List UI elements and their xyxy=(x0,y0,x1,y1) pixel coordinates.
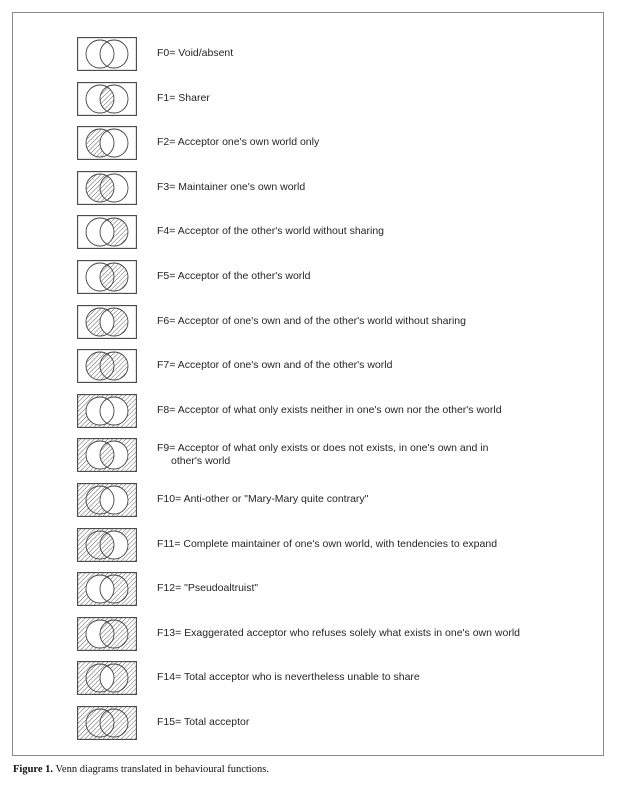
function-label-f13 xyxy=(157,627,577,640)
function-label-line: F11= Complete maintainer of one's own world, with tendencies to expand xyxy=(157,537,498,550)
venn-background-region xyxy=(78,395,136,427)
venn-diagram-f12 xyxy=(77,572,137,606)
function-label-f3 xyxy=(157,181,577,194)
function-label-f1 xyxy=(157,92,577,105)
venn-diagram-f10 xyxy=(77,483,137,517)
venn-diagram-f8 xyxy=(77,394,137,428)
venn-row-f15 xyxy=(77,706,597,742)
function-label-line: F5= Acceptor of the other's world xyxy=(157,270,311,282)
figure-frame xyxy=(12,12,604,756)
function-label-line: F8= Acceptor of what only exists neither in one's own nor the other's world xyxy=(157,403,502,416)
venn-diagram-f3 xyxy=(77,171,137,205)
venn-diagram-f14 xyxy=(77,661,137,695)
figure-caption xyxy=(13,764,269,775)
venn-diagram-f1 xyxy=(77,82,137,116)
venn-row-f8 xyxy=(77,394,597,430)
function-label-f5 xyxy=(157,270,577,283)
function-label-f15 xyxy=(157,716,577,729)
function-label-f7 xyxy=(157,359,577,372)
venn-row-f1 xyxy=(77,82,597,118)
function-label-line: F10= Anti-other or "Mary-Mary quite contrary" xyxy=(157,493,369,505)
function-label-f10 xyxy=(157,493,577,506)
venn-row-f2 xyxy=(77,126,597,162)
venn-row-f11 xyxy=(77,528,597,564)
function-label-line: F2= Acceptor one's own world only xyxy=(157,136,320,149)
venn-diagram-f4 xyxy=(77,215,137,249)
venn-row-f3 xyxy=(77,171,597,207)
function-label-line: F3= Maintainer one's own world xyxy=(157,180,306,193)
venn-diagram-f11 xyxy=(77,528,137,562)
venn-row-f9 xyxy=(77,438,597,474)
function-label-f4 xyxy=(157,225,577,238)
venn-diagram-f9 xyxy=(77,438,137,472)
function-label-line: F6= Acceptor of one's own and of the other's world without sharing xyxy=(157,314,466,327)
venn-row-f5 xyxy=(77,260,597,296)
function-label-line: F15= Total acceptor xyxy=(157,716,250,728)
venn-row-f13 xyxy=(77,617,597,653)
venn-row-f6 xyxy=(77,305,597,341)
venn-row-f10 xyxy=(77,483,597,519)
venn-row-f12 xyxy=(77,572,597,608)
function-label-line: F1= Sharer xyxy=(157,91,210,104)
venn-diagram-f13 xyxy=(77,617,137,651)
function-label-f6 xyxy=(157,315,577,328)
venn-diagram-f15 xyxy=(77,706,137,740)
function-label-f8 xyxy=(157,404,577,417)
venn-diagram-f7 xyxy=(77,349,137,383)
venn-diagram-f6 xyxy=(77,305,137,339)
caption-label: Figure 1. xyxy=(13,764,54,775)
venn-row-f0 xyxy=(77,37,597,73)
function-label-line: F14= Total acceptor who is nevertheless unable to share xyxy=(157,671,420,684)
function-label-f14 xyxy=(157,671,577,684)
venn-row-f7 xyxy=(77,349,597,385)
function-label-f12 xyxy=(157,582,577,595)
function-label-f0 xyxy=(157,47,577,60)
venn-row-f4 xyxy=(77,215,597,251)
venn-diagram-f0 xyxy=(77,37,137,71)
caption-text: Venn diagrams translated in behavioural functions. xyxy=(53,764,269,775)
venn-row-f14 xyxy=(77,661,597,697)
venn-diagram-f5 xyxy=(77,260,137,294)
function-label-f2 xyxy=(157,136,577,149)
function-label-line: F12= "Pseudoaltruist" xyxy=(157,582,259,595)
function-label-line: F9= Acceptor of what only exists or does not exists, in one's own and in xyxy=(157,442,489,455)
function-label-f9 xyxy=(157,442,577,468)
function-label-line: F4= Acceptor of the other's world without sharing xyxy=(157,225,385,238)
function-label-line-2: other's world xyxy=(171,455,231,468)
venn-diagram-f2 xyxy=(77,126,137,160)
function-label-line: F7= Acceptor of one's own and of the other's world xyxy=(157,359,393,372)
function-label-line: F13= Exaggerated acceptor who refuses solely what exists in one's own world xyxy=(157,626,520,639)
function-label-line: F0= Void/absent xyxy=(157,47,234,59)
function-label-f11 xyxy=(157,538,577,551)
